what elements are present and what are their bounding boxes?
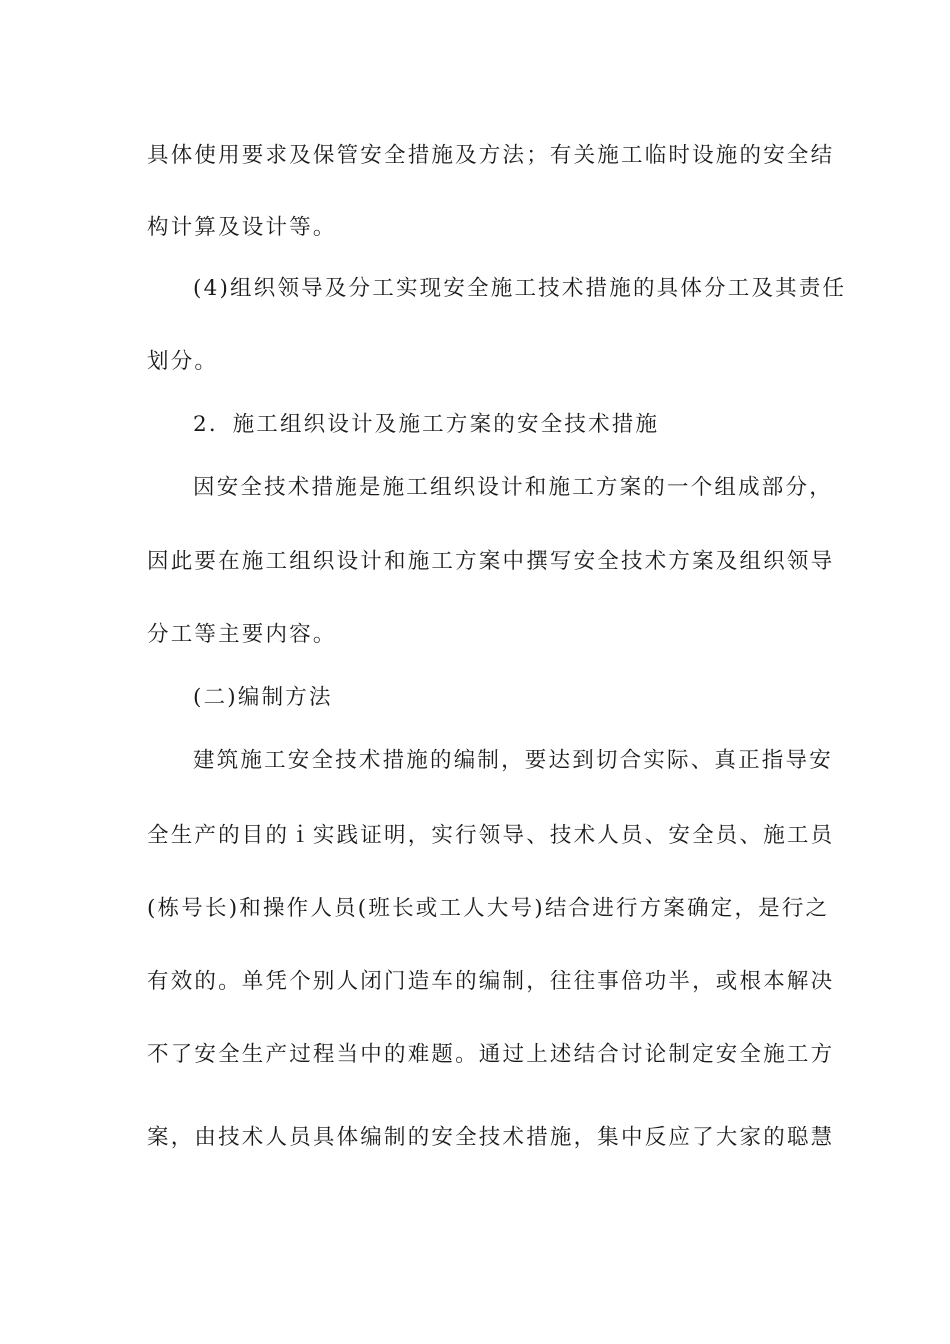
body-text-line: 具体使用要求及保管安全措施及方法；有关施工临时设施的安全结	[147, 143, 835, 168]
body-text-line: 因此要在施工组织设计和施工方案中撰写安全技术方案及组织领导	[147, 549, 835, 574]
body-text-line: 全生产的目的ｉ实践证明，实行领导、技术人员、安全员、施工员	[147, 823, 835, 848]
subsection-heading: (二)编制方法	[193, 685, 333, 710]
paragraph-start: 因安全技术措施是施工组织设计和施工方案的一个组成部分，	[193, 475, 833, 500]
body-text-line: 案，由技术人员具体编制的安全技术措施，集中反应了大家的聪慧	[147, 1125, 835, 1150]
list-item-4: (4)组织领导及分工实现安全施工技术措施的具体分工及其责任	[193, 276, 847, 301]
body-text-line: (栋号长)和操作人员(班长或工人大号)结合进行方案确定，是行之	[147, 896, 830, 921]
body-text-line: 有效的。单凭个别人闭门造车的编制，往往事倍功半，或根本解决	[147, 969, 835, 994]
body-text-line: 构计算及设计等。	[147, 215, 337, 240]
body-text-line: 不了安全生产过程当中的难题。通过上述结合讨论制定安全施工方	[147, 1042, 835, 1067]
body-text-line: 划分。	[147, 349, 219, 374]
body-text-line: 分工等主要内容。	[147, 622, 337, 647]
paragraph-start: 建筑施工安全技术措施的编制，要达到切合实际、真正指导安	[193, 748, 833, 773]
section-heading-2: 2．施工组织设计及施工方案的安全技术措施	[193, 412, 660, 437]
